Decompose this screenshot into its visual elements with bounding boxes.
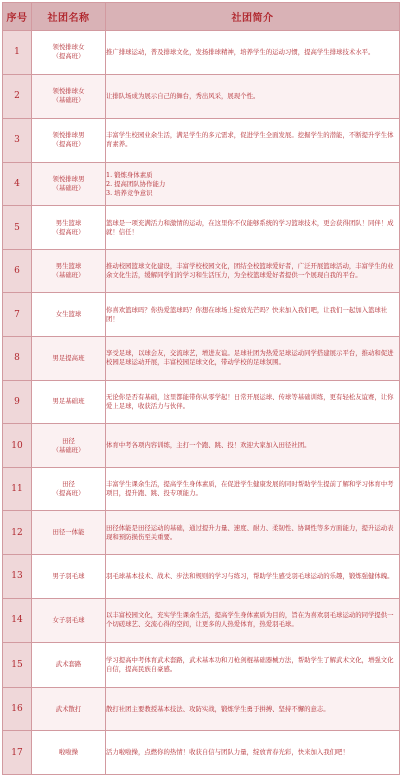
- club-name-line: 领悦排球男: [52, 131, 85, 140]
- club-number: 12: [3, 511, 32, 555]
- header-desc: 社团简介: [106, 3, 400, 31]
- club-name: [32, 424, 106, 468]
- table-row: [3, 554, 400, 598]
- club-number: 8: [3, 337, 32, 381]
- club-name: [32, 467, 106, 511]
- club-name-line: 男生篮球: [55, 262, 82, 271]
- club-name: [32, 687, 106, 731]
- club-description: 你喜欢篮球吗？你热爱篮球吗？你想在球场上绽放光芒吗？快来加入我们吧，让我们一起加入篮球社团！: [106, 293, 400, 337]
- club-name-line: 领悦排球男: [52, 175, 85, 184]
- club-number: 13: [3, 554, 32, 598]
- club-name-line: （提高班）: [52, 140, 85, 149]
- club-name-line: 女子羽毛球: [52, 615, 85, 624]
- table-header: [3, 3, 400, 31]
- club-name-line: 男生篮球: [55, 218, 82, 227]
- club-name-line: （基础班）: [52, 184, 85, 193]
- club-name: [32, 31, 106, 75]
- club-name: [32, 162, 106, 206]
- club-name: [32, 119, 106, 163]
- club-number: 10: [3, 424, 32, 468]
- club-description: 无论你是否有基础，这里都能带你从零学起！日常开展运球、传球等基础训练，更有轻松友谊赛，让你爱上足球，收获活力与伙伴。: [106, 380, 400, 424]
- club-description: 丰富学生校园业余生活，满足学生的多元需求，促进学生全面发展。挖掘学生的潜能，不断提升学生体育素养。: [106, 119, 400, 163]
- table-row: [3, 293, 400, 337]
- club-name: [32, 337, 106, 381]
- club-number: 7: [3, 293, 32, 337]
- club-name-line: 男足基础班: [52, 397, 85, 406]
- club-description: 学习提高中考体育武术套路，武术基本功和刀枪剑棍基础器械方法，帮助学生了解武术文化，增强文化自信，提高民族自豪感。: [106, 643, 400, 688]
- table-row: [3, 643, 400, 688]
- header-name: 社团名称: [32, 3, 106, 31]
- club-name-line: （基础班）: [52, 96, 85, 105]
- club-description: 让排队场成为展示自己的舞台，秀出风采，展现个性。: [106, 74, 400, 119]
- club-description: 羽毛球基本技术、战术、步法和规则的学习与练习，帮助学生感受羽毛球运动的乐趣，锻炼强健体魄。: [106, 554, 400, 598]
- club-number: 3: [3, 119, 32, 163]
- club-number: 14: [3, 598, 32, 643]
- club-name: [32, 249, 106, 293]
- table-row: [3, 74, 400, 119]
- club-name: [32, 206, 106, 250]
- table-row: [3, 249, 400, 293]
- club-name-line: 男足提高班: [52, 353, 85, 362]
- table-row: [3, 424, 400, 468]
- club-description: 体育中考各项内容训练，主打一个跑、跳、投！欢迎大家加入田径社团。: [106, 424, 400, 468]
- table-row: [3, 687, 400, 731]
- club-description: 1. 锻炼身体素质 2. 提高团队协作能力 3. 培养竞争意识: [106, 162, 400, 206]
- table-row: [3, 731, 400, 775]
- club-name-line: 田径一体能: [52, 528, 85, 537]
- table-row: [3, 337, 400, 381]
- club-name: [32, 74, 106, 119]
- club-name: [32, 554, 106, 598]
- club-name-line: 田径: [62, 480, 75, 489]
- club-name-line: （提高班）: [52, 52, 85, 61]
- table-row: [3, 511, 400, 555]
- club-name-line: （基础班）: [52, 271, 85, 280]
- club-name-line: （提高班）: [52, 489, 85, 498]
- club-table-container: [2, 2, 399, 775]
- club-name-line: （提高班）: [52, 227, 85, 236]
- club-table: [2, 2, 400, 775]
- club-number: 15: [3, 643, 32, 688]
- club-description: 推动校园篮球文化建设，丰富学校校园文化，团结全校篮球爱好者，广泛开展篮球活动，丰富学生的业余文化生活，缓解同学们的学习和生活压力，为全校篮球爱好者提供一个展现自我的平台。: [106, 249, 400, 293]
- club-number: 1: [3, 31, 32, 75]
- club-description: 活力啦啦操，点燃你的热情！收获自信与团队力量，绽放青春光彩，快来加入我们吧！: [106, 731, 400, 775]
- club-description: 以丰富校园文化，充实学生课余生活，提高学生身体素质为目的，旨在为喜欢羽毛球运动的同学提供一个切磋球艺、交流心得的空间，让更多的人热爱体育，热爱羽毛球。: [106, 598, 400, 643]
- table-row: [3, 162, 400, 206]
- club-name-line: 啦啦操: [58, 748, 79, 757]
- header-no: 序号: [3, 3, 32, 31]
- club-number: 17: [3, 731, 32, 775]
- club-number: 9: [3, 380, 32, 424]
- club-number: 6: [3, 249, 32, 293]
- table-row: [3, 31, 400, 75]
- club-name-line: （基础班）: [52, 445, 85, 454]
- table-row: [3, 206, 400, 250]
- club-description: 田径体能是田径运动的基础，通过提升力量、速度、耐力、柔韧性、协调性等多方面能力，提升运动表现和预防损伤至关重要。: [106, 511, 400, 555]
- club-name: [32, 643, 106, 688]
- club-name-line: 女生篮球: [55, 310, 82, 319]
- club-name: [32, 293, 106, 337]
- club-name: [32, 511, 106, 555]
- club-name-line: 领悦排球女: [52, 87, 85, 96]
- club-name-line: 男子羽毛球: [52, 571, 85, 580]
- club-description: 推广排球运动，普及排球文化，发扬排球精神，培养学生的运动习惯，提高学生排球技术水平。: [106, 31, 400, 75]
- header-row: [3, 3, 400, 31]
- club-description: 丰富学生课余生活，提高学生身体素质，在促进学生健康发展的同时帮助学生提前了解和学习体育中考项目，提升跑、跳、投专项能力。: [106, 467, 400, 511]
- club-description: 享受足球，以球会友，交流球艺，增进友谊。足球社团为热爱足球运动同学搭建展示平台，推动和促进校园足球运动开展，丰富校园足球文化，带动学校的足球氛围。: [106, 337, 400, 381]
- club-name: [32, 731, 106, 775]
- club-number: 4: [3, 162, 32, 206]
- club-number: 2: [3, 74, 32, 119]
- table-body: [3, 31, 400, 775]
- club-name-line: 武术散打: [55, 704, 82, 713]
- table-row: [3, 380, 400, 424]
- club-number: 5: [3, 206, 32, 250]
- club-name: [32, 380, 106, 424]
- club-description: 篮球是一项充满活力和激情的运动，在这里你不仅能够系统的学习篮球技术，更会获得团队！同伴！成就！信任！: [106, 206, 400, 250]
- club-number: 16: [3, 687, 32, 731]
- club-number: 11: [3, 467, 32, 511]
- table-row: [3, 467, 400, 511]
- table-row: [3, 119, 400, 163]
- club-name: [32, 598, 106, 643]
- club-name-line: 领悦排球女: [52, 43, 85, 52]
- club-description: 散打社团主要教授基本技法、攻防实战，锻炼学生勇于拼搏、坚持不懈的意志。: [106, 687, 400, 731]
- club-name-line: 田径: [62, 436, 75, 445]
- table-row: [3, 598, 400, 643]
- club-name-line: 武术套路: [55, 660, 82, 669]
